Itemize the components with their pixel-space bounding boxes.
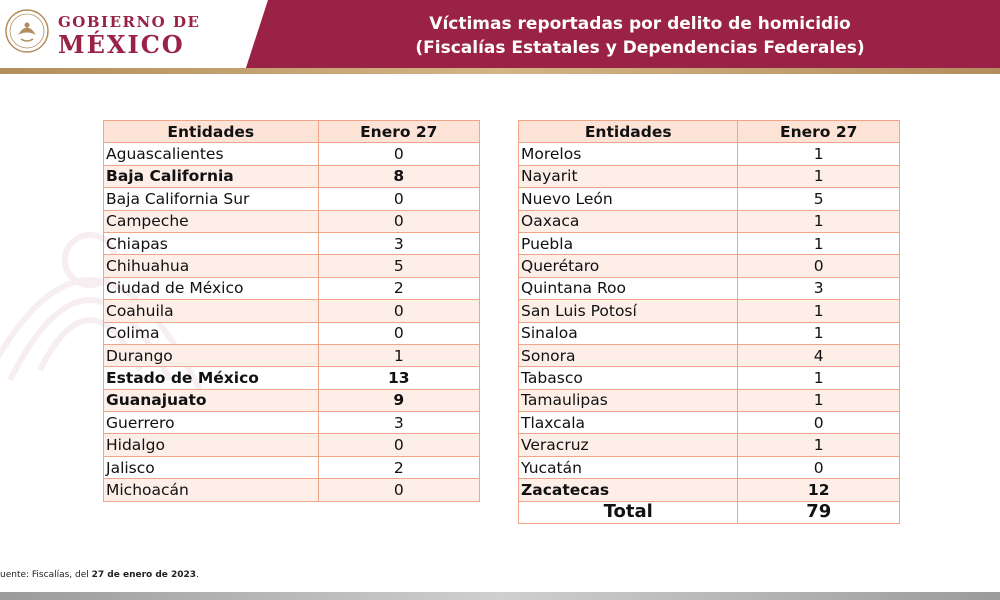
table-row [519,344,900,366]
column-header-value: Enero 27 [738,121,900,143]
homicide-table-right [518,120,900,524]
table-row [104,322,480,344]
entity-name: Nuevo León [519,188,738,210]
source-prefix: uente: Fiscalías, del [0,570,92,580]
entity-name: Aguascalientes [104,143,319,165]
total-value: 79 [738,501,900,523]
victim-count: 0 [318,300,479,322]
entity-name: Guanajuato [104,389,319,411]
homicide-table-left [103,120,480,502]
victim-count: 13 [318,367,479,389]
entity-name: Colima [104,322,319,344]
victim-count: 5 [738,188,900,210]
table-row [104,367,480,389]
gold-divider [0,68,1000,74]
table-row [519,479,900,501]
victim-count: 0 [738,255,900,277]
victim-count: 1 [738,232,900,254]
table-row [104,210,480,232]
entity-name: Chiapas [104,232,319,254]
entity-name: Chihuahua [104,255,319,277]
entity-name: Puebla [519,232,738,254]
table-row [519,210,900,232]
table-row [104,412,480,434]
entity-name: Baja California [104,165,319,187]
entity-name: Sonora [519,344,738,366]
victim-count: 1 [738,389,900,411]
victim-count: 0 [738,456,900,478]
victim-count: 5 [318,255,479,277]
entity-name: Baja California Sur [104,188,319,210]
victim-count: 3 [318,232,479,254]
table-row [519,434,900,456]
entity-name: San Luis Potosí [519,300,738,322]
victim-count: 8 [318,165,479,187]
entity-name: Estado de México [104,367,319,389]
page-title [300,12,980,60]
victim-count: 0 [318,188,479,210]
table-row [104,456,480,478]
victim-count: 1 [318,344,479,366]
column-header-entity: Entidades [519,121,738,143]
source-date: 27 de enero de 2023 [91,570,197,580]
victim-count: 1 [738,300,900,322]
table-header-row [104,121,480,143]
table-row [519,389,900,411]
table-row [519,165,900,187]
table-row [519,277,900,299]
total-row [519,501,900,523]
victim-count: 1 [738,367,900,389]
table-header-row [519,121,900,143]
victim-count: 4 [738,344,900,366]
entity-name: Yucatán [519,456,738,478]
org-name-line2: MÉXICO [58,30,185,59]
table-row [104,300,480,322]
victim-count: 9 [318,389,479,411]
header-bar [0,0,1000,68]
victim-count: 1 [738,210,900,232]
table-row [104,479,480,501]
table-row [519,143,900,165]
column-header-value: Enero 27 [318,121,479,143]
entity-name: Oaxaca [519,210,738,232]
entity-name: Michoacán [104,479,319,501]
bottom-band [0,592,1000,600]
victim-count: 12 [738,479,900,501]
victim-count: 3 [738,277,900,299]
victim-count: 2 [318,456,479,478]
victim-count: 0 [318,322,479,344]
victim-count: 1 [738,434,900,456]
victim-count: 0 [318,210,479,232]
table-row [519,255,900,277]
entity-name: Zacatecas [519,479,738,501]
entity-name: Quintana Roo [519,277,738,299]
victim-count: 1 [738,165,900,187]
victim-count: 0 [738,412,900,434]
victim-count: 0 [318,479,479,501]
entity-name: Ciudad de México [104,277,319,299]
victim-count: 2 [318,277,479,299]
victim-count: 0 [318,434,479,456]
table-row [104,434,480,456]
table-row [104,277,480,299]
source-note [0,570,199,580]
table-row [519,188,900,210]
entity-name: Durango [104,344,319,366]
coat-of-arms-icon [4,8,50,54]
table-row [519,322,900,344]
table-row [104,165,480,187]
entity-name: Jalisco [104,456,319,478]
entity-name: Tlaxcala [519,412,738,434]
table-row [104,232,480,254]
entity-name: Nayarit [519,165,738,187]
entity-name: Campeche [104,210,319,232]
entity-name: Coahuila [104,300,319,322]
victim-count: 1 [738,322,900,344]
entity-name: Guerrero [104,412,319,434]
table-row [519,367,900,389]
entity-name: Querétaro [519,255,738,277]
title-line2: (Fiscalías Estatales y Dependencias Federales) [415,38,865,58]
entity-name: Tabasco [519,367,738,389]
table-row [104,143,480,165]
column-header-entity: Entidades [104,121,319,143]
entity-name: Morelos [519,143,738,165]
org-name-line1: GOBIERNO DE [58,13,201,31]
victim-count: 1 [738,143,900,165]
table-row [519,300,900,322]
entity-name: Hidalgo [104,434,319,456]
entity-name: Veracruz [519,434,738,456]
table-row [519,456,900,478]
table-row [519,412,900,434]
source-suffix: . [196,570,199,580]
table-row [104,255,480,277]
table-row [104,344,480,366]
table-row [519,232,900,254]
table-row [104,188,480,210]
victim-count: 0 [318,143,479,165]
table-row [104,389,480,411]
victim-count: 3 [318,412,479,434]
entity-name: Tamaulipas [519,389,738,411]
entity-name: Sinaloa [519,322,738,344]
title-line1: Víctimas reportadas por delito de homicidio [429,14,851,34]
total-label: Total [519,501,738,523]
